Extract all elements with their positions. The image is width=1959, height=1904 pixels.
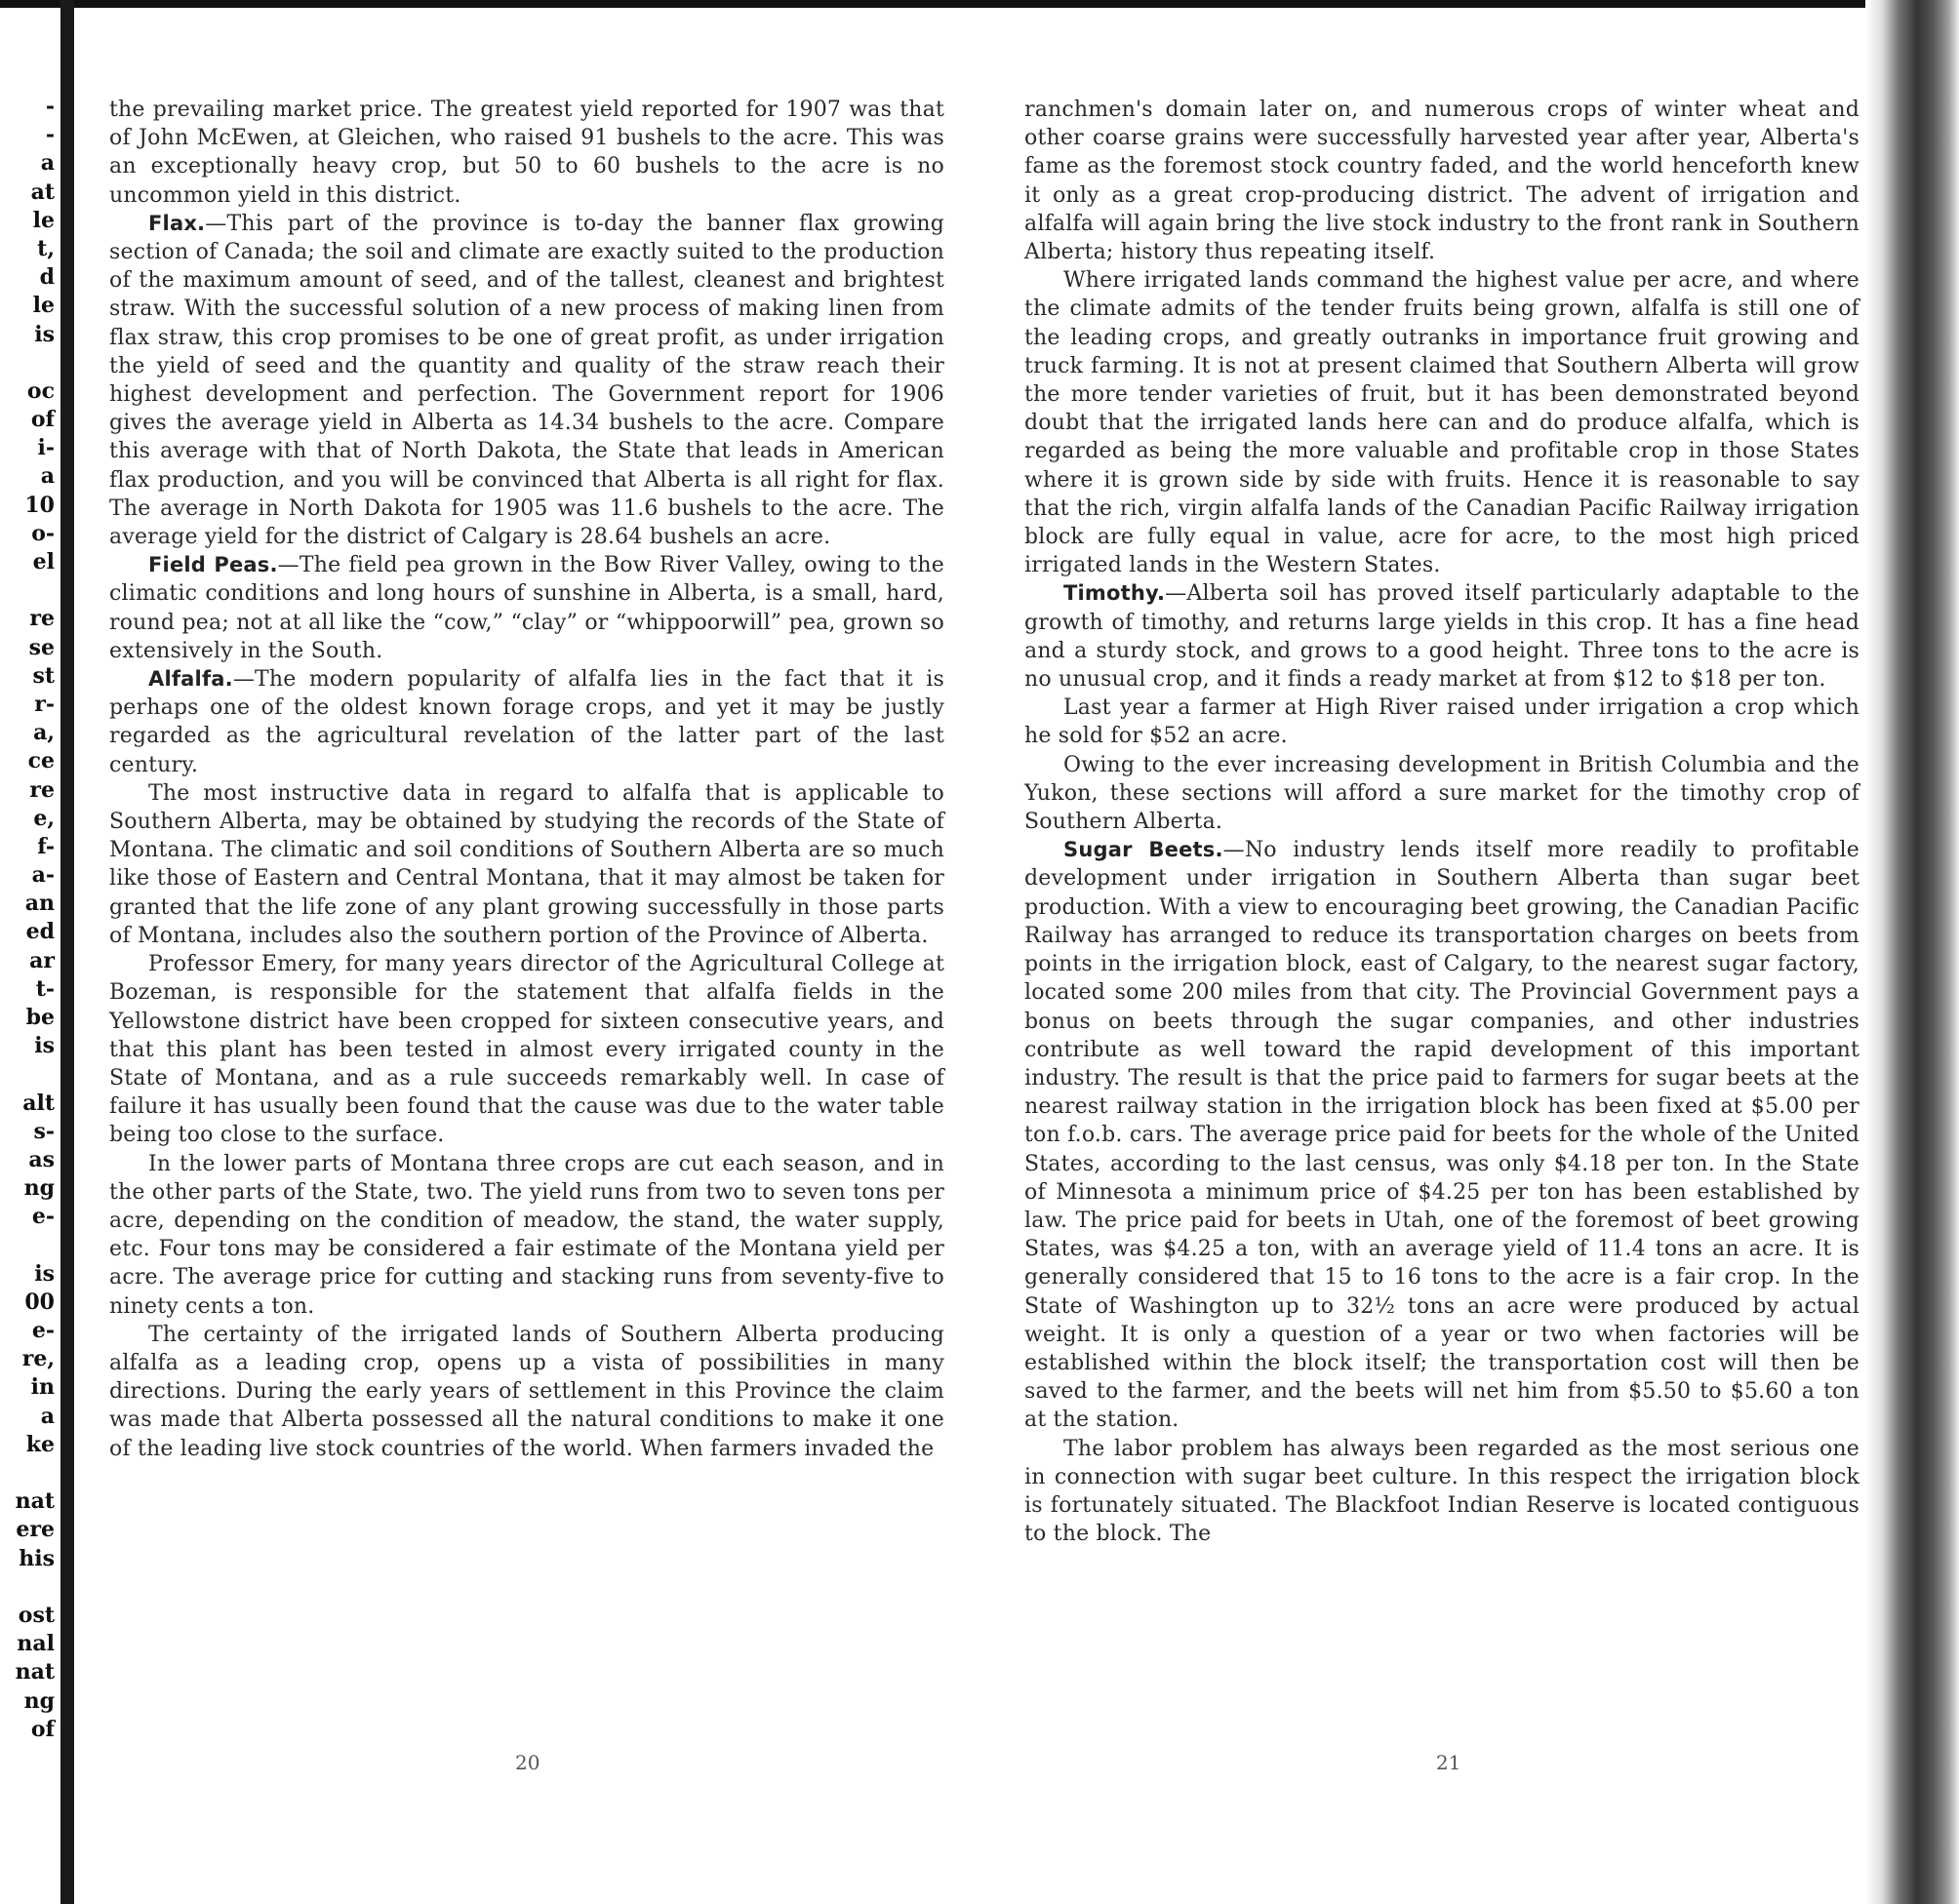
margin-fragment: nat [15, 1659, 55, 1686]
section-heading: Sugar Beets. [1063, 838, 1223, 862]
margin-fragment: as [28, 1146, 55, 1172]
margin-fragment [0, 1459, 59, 1488]
margin-fragment [0, 349, 59, 377]
margin-fragment: a [40, 463, 55, 490]
margin-fragment [0, 1232, 59, 1260]
margin-fragment: d [39, 264, 55, 291]
margin-fragment: re, [21, 1346, 55, 1372]
paragraph [109, 665, 944, 779]
section-heading: Timothy. [1063, 581, 1166, 606]
margin-fragment: t, [37, 235, 55, 261]
margin-fragment: st [32, 662, 55, 689]
margin-fragment: nal [17, 1631, 55, 1657]
paragraph [109, 950, 944, 1149]
paragraph-text: The most instructive data in regard to alfalfa that is applicable to Southern Alberta, may be obtained by studying the records of the State of Montana. The climatic and soil conditions of Southern Alberta are so much like those of Eastern and Central Montana, that it may almost be taken for granted that the life zone of any plant growing successfully in those parts of Montana, includes also the southern portion of the Province of Alberta. [109, 780, 944, 948]
margin-fragment: e, [33, 805, 55, 831]
left-column [109, 96, 944, 1463]
margin-fragment: is [34, 1260, 55, 1287]
margin-fragment: s- [33, 1118, 55, 1144]
margin-fragment: an [24, 891, 55, 917]
margin-fragment [0, 1573, 59, 1602]
margin-fragment: of [30, 1716, 55, 1742]
paragraph [109, 551, 944, 665]
page-number-left: 20 [515, 1751, 540, 1774]
margin-fragment: at [30, 178, 55, 205]
margin-fragment: oc [26, 377, 55, 404]
margin-fragment: o- [31, 520, 55, 546]
margin-fragment: a- [31, 862, 55, 889]
paragraph [1024, 96, 1859, 266]
paragraph-text: —The field pea grown in the Bow River Valley, owing to the climatic conditions and long hours of sunshine in Alberta, is a small, hard, round pea; not at all like the “cow,” “clay” or “whippoorwill” pea, grown so extensively in the South. [109, 553, 944, 663]
paragraph [109, 1150, 944, 1321]
margin-fragment: e- [31, 1204, 55, 1230]
margin-fragment: re [29, 776, 55, 803]
margin-fragment: his [19, 1545, 55, 1571]
paragraph [1024, 579, 1859, 694]
margin-fragment: le [32, 293, 55, 319]
paragraph [109, 210, 944, 551]
paragraph-text: Professor Emery, for many years director of the Agricultural College at Bozeman, is responsible for the statement that alfalfa fields in the Yellowstone district have been cropped for sixteen consecutive years, and that this plant has been tested in almost every irrigated county in the State of Montana, and as a rule succeeds remarkably well. In case of failure it has usually been found that the cause was due to the water table being too close to the surface. [109, 952, 944, 1148]
margin-fragment: t- [35, 975, 55, 1002]
paragraph-text: Where irrigated lands command the highest value per acre, and where the climate admits of the tender fruits being grown, alfalfa is still one of the leading crops, and greatly outranks in importance fruit growing and truck farming. It is not at present claimed that Southern Alberta will grow the more tender varieties of fruit, but it has been demonstrated beyond doubt that the irrigated lands here can and do produce alfalfa, which is regarded as being the more valuable and profitable crop in those States where it is grown side by side with fruits. Hence it is reasonable to say that the rich, virgin alfalfa lands of the Canadian Pacific Railway irrigation block are fully equal in value, acre for acre, to the most high priced irrigated lands in the Western States. [1024, 268, 1859, 578]
margin-fragment: se [28, 634, 55, 660]
paragraph-text: the prevailing market price. The greatest yield reported for 1907 was that of John McEwen, at Gleichen, who raised 91 bushels to the acre. This was an exceptionally heavy crop, but 50 to 60 bushels to the acre is no uncommon yield in this district. [109, 98, 944, 208]
section-heading: Flax. [148, 211, 206, 235]
left-gutter [60, 0, 74, 1904]
paragraph-text: —Alberta soil has proved itself particularly adaptable to the growth of timothy, and returns large yields in this crop. It has a fine head and a sturdy stock, and grows to a good height. Three tons to the acre is no unusual crop, and it finds a ready market at from $12 to $18 per ton. [1024, 581, 1859, 693]
margin-fragment: alt [22, 1090, 55, 1116]
scan-top-edge [0, 0, 1959, 8]
paragraph-text: —This part of the province is to-day the banner flax growing section of Canada; the soil and climate are exactly suited to the production of the maximum amount of seed, and of the tallest, cleanest and brightest straw. With the successful solution of a new process of making linen from flax straw, this crop promises to be one of great profit, as under irrigation the yield of seed and the quantity and quality of the straw reach their highest development and perfection. The Government report for 1906 gives the average yield in Alberta as 14.34 bushels to the acre. Compare this average with that of North Dakota, the State that leads in American flax production, and you will be convinced that Alberta is all right for flax. The average in North Dakota for 1905 was 11.6 bushels to the acre. The average yield for the district of Calgary is 28.64 bushels an acre. [109, 211, 944, 550]
paragraph [109, 96, 944, 210]
section-heading: Alfalfa. [148, 667, 233, 692]
margin-fragment: ce [27, 748, 55, 774]
margin-fragment: e- [31, 1318, 55, 1344]
paragraph [1024, 836, 1859, 1434]
margin-fragment: 00 [24, 1289, 55, 1315]
paragraph-text: In the lower parts of Montana three crops are cut each season, and in the other parts of the State, two. The yield runs from two to seven tons per acre, depending on the condition of meadow, the stand, the water supply, etc. Four tons may be considered a fair estimate of the Montana yield per acre. The average price for cutting and stacking runs from seventy-five to ninety cents a ton. [109, 1151, 944, 1319]
paragraph [1024, 1435, 1859, 1549]
paragraph [1024, 266, 1859, 579]
margin-fragment: ng [23, 1687, 55, 1714]
margin-fragment [0, 576, 59, 605]
margin-fragment [0, 1060, 59, 1089]
margin-fragment: re [29, 606, 55, 632]
paragraph [1024, 694, 1859, 750]
paragraph [109, 1321, 944, 1463]
paragraph-text: ranchmen's domain later on, and numerous crops of winter wheat and other coarse grains were successfully harvested year after year, Alberta's fame as the foremost stock country faded, and the world henceforth knew it only as a great crop-producing district. The advent of irrigation and alfalfa will again bring the live stock industry to the front rank in Southern Alberta; history thus repeating itself. [1024, 98, 1859, 265]
margin-fragment: in [30, 1374, 55, 1401]
margin-fragment: of [30, 407, 55, 433]
margin-fragment: el [32, 549, 55, 575]
margin-fragment: is [34, 321, 55, 347]
paragraph-text: —No industry lends itself more readily to profitable development under irrigation in Southern Alberta than sugar beet production. With a view to encouraging beet growing, the Canadian Pacific Railway has arranged to reduce its transportation charges on beets from points in the irrigation block, east of Calgary, to the nearest sugar factory, located some 200 miles from that city. The Provincial Government pays a bonus on beets through the sugar companies, and other industries contribute as well toward the rapid development of this important industry. The result is that the price paid to farmers for sugar beets at the nearest railway station in the irrigation block has been fixed at $5.00 per ton f.o.b. cars. The average price paid for beets for the whole of the United States, according to the last census, was only $4.18 per ton. In the State of Minnesota a minimum price of $4.25 per ton has been established by law. The price paid for beets in Utah, one of the foremost of beet growing States, was $4.25 a ton, with an average yield of 11.4 tons an acre. It is generally considered that 15 to 16 tons to the acre is a fair crop. In the State of Washington up to 32½ tons an acre were produced by actual weight. It is only a question of a year or two when factories will be established within the block itself; the transportation cost will then be saved to the farmer, and the beets will net him from $5.50 to $5.60 a ton at the station. [1024, 838, 1859, 1433]
margin-fragment: ar [29, 947, 55, 973]
margin-fragment: i- [37, 435, 55, 461]
section-heading: Field Peas. [148, 553, 278, 577]
margin-fragment: is [34, 1033, 55, 1059]
paragraph-text: —The modern popularity of alfalfa lies in the fact that it is perhaps one of the oldest known forage crops, and yet it may be justly regarded as the agricultural revelation of the latter part of the last century. [109, 667, 944, 777]
paragraph [1024, 751, 1859, 837]
margin-fragment: ost [18, 1602, 55, 1628]
margin-fragment: - [45, 94, 55, 119]
paragraph-text: Last year a farmer at High River raised under irrigation a crop which he sold for $52 an acre. [1024, 695, 1859, 749]
paragraph-text: The certainty of the irrigated lands of Southern Alberta producing alfalfa as a leading crop, opens up a vista of possibilities in many directions. During the early years of settlement in this Province the claim was made that Alberta possessed all the natural conditions to make it one of the leading live stock countries of the world. When farmers invaded the [109, 1322, 944, 1461]
right-column [1024, 96, 1859, 1548]
page-number-right: 21 [1436, 1751, 1461, 1774]
margin-fragment: be [25, 1005, 55, 1030]
margin-fragment: 10 [24, 492, 55, 518]
book-spine [1865, 0, 1959, 1904]
margin-fragment: - [45, 122, 55, 148]
margin-fragment: ke [25, 1431, 55, 1457]
margin-fragment: a, [33, 720, 55, 746]
margin-fragment: ed [25, 919, 55, 945]
margin-fragment: f- [37, 833, 55, 859]
paragraph [109, 779, 944, 950]
paragraph-text: Owing to the ever increasing development in British Columbia and the Yukon, these sections will afford a sure market for the timothy crop of Southern Alberta. [1024, 752, 1859, 835]
margin-fragment: r- [34, 691, 55, 717]
margin-fragment: ng [23, 1175, 55, 1202]
margin-fragment: nat [15, 1488, 55, 1515]
margin-fragment: le [32, 207, 55, 233]
margin-fragment: a [40, 1403, 55, 1429]
previous-page-margin [0, 93, 59, 1744]
margin-fragment: ere [16, 1517, 55, 1543]
paragraph-text: The labor problem has always been regarded as the most serious one in connection with sugar beet culture. In this respect the irrigation block is fortunately situated. The Blackfoot Indian Reserve is located contiguous to the block. The [1024, 1436, 1859, 1547]
margin-fragment: a [40, 150, 55, 177]
